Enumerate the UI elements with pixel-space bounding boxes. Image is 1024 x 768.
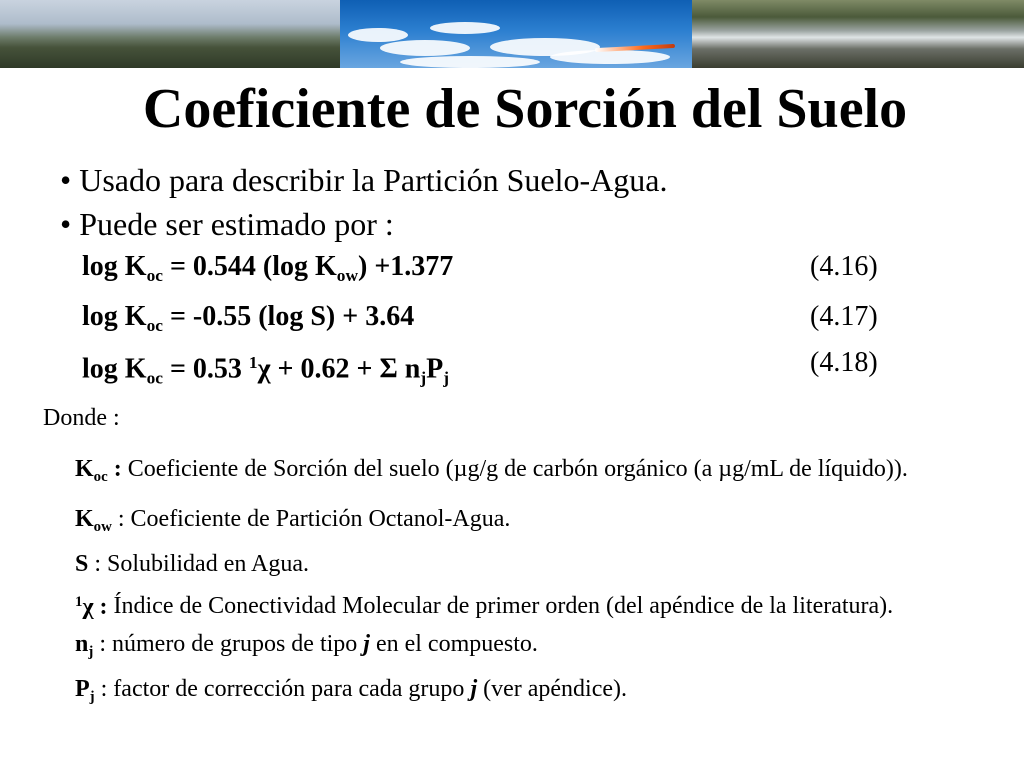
equation-4-18: $\log K_{oc} = 0.53$ $^1$χ + 0.62 + Σ $n_jP_j$ xyxy=(82,353,450,388)
equation-number: (4.16) xyxy=(810,251,878,282)
donde-label: Donde : xyxy=(43,405,120,431)
definition-kow: $K_{ow}$ : Coeficiente de Partición Octanol-Agua. xyxy=(75,506,511,536)
sky-photo xyxy=(340,0,692,68)
waterfall-photo xyxy=(692,0,1024,68)
definitions-list xyxy=(75,447,1010,716)
definition-nj: $n_j$ : número de grupos de tipo j en el compuesto. xyxy=(75,630,538,660)
equation-4-16: $\log K_{oc} = 0.544$ (log $K_{ow}) +1.377$ xyxy=(82,251,454,286)
header-banner xyxy=(0,0,1024,68)
definition-s: S : Solubilidad en Agua. xyxy=(75,551,310,578)
equation-4-17: $\log K_{oc} = -0.55$ (log S) + 3.64 xyxy=(82,301,415,336)
landscape-photo xyxy=(0,0,340,68)
bullet-2: • Puede ser estimado por : xyxy=(60,206,394,242)
slide-title: Coeficiente de Sorción del Suelo xyxy=(142,78,908,140)
bullet-1: • Usado para describir la Partición Suelo-Agua. xyxy=(60,162,668,198)
definition-pj: $P_j$ : factor de corrección para cada grupo j (ver apéndice). xyxy=(75,675,628,705)
definition-koc: $K_{oc}$ : Coeficiente de Sorción del suelo (µg/g de carbón orgánico (a µg/mL de líquido)). xyxy=(75,456,908,486)
definition-chi: $^1$χ : Índice de Conectividad Molecular de primer orden (del apéndice de la literatura). xyxy=(75,593,894,620)
equation-number: (4.18) xyxy=(810,347,878,378)
equation-number: (4.17) xyxy=(810,301,878,332)
